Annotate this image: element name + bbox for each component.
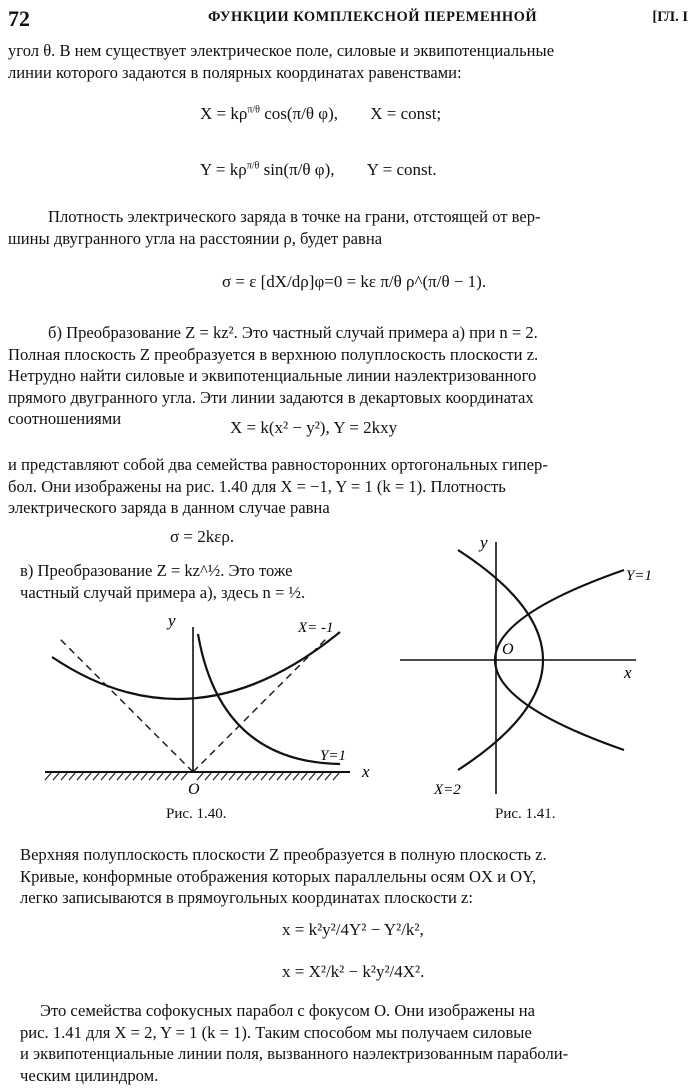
running-header (8, 6, 692, 32)
text-line: угол θ. В нем существует электрическое поле, силовые и эквипотенциальные (8, 41, 555, 60)
figure-1-40-caption: Рис. 1.40. (166, 806, 227, 822)
text-line: электрического заряда в данном случае равна (8, 498, 330, 517)
text-line: б) Преобразование Z = kz². Это частный случай примера а) при n = 2. (48, 323, 538, 342)
figure-1-41-caption: Рис. 1.41. (495, 806, 556, 822)
origin-label: O (502, 641, 514, 658)
figure-1-41 (396, 532, 660, 802)
running-title: ФУНКЦИИ КОМПЛЕКСНОЙ ПЕРЕМЕННОЙ (208, 9, 538, 25)
curve-y-label: Y=1 (626, 568, 652, 584)
text-line: Нетрудно найти силовые и эквипотенциальные линии наэлектризованного (8, 366, 537, 385)
equation-6: x = k²y²/4Y² − Y²/k², (282, 920, 424, 939)
eq2-rhs: Y = const. (366, 160, 437, 179)
equation-4: X = k(x² − y²), Y = 2kxy (230, 418, 398, 437)
text-line: Кривые, конформные отображения которых параллельны осям OX и OY, (20, 866, 537, 886)
text-line: рис. 1.41 для X = 2, Y = 1 (k = 1). Таким способом мы получаем силовые (20, 1022, 532, 1042)
eq2-mid: sin(π/θ φ), (259, 160, 335, 179)
paragraph-6 (20, 844, 692, 909)
text-line: и представляют собой два семейства равносторонних ортогональных гипер- (8, 455, 548, 474)
x-axis-label: x (624, 663, 632, 682)
paragraph-1 (8, 40, 692, 83)
curve-x-label: X=2 (434, 782, 461, 798)
text-line: и эквипотенциальные линии поля, вызванного наэлектризованным параболи- (20, 1044, 569, 1063)
text-line: Верхняя полуплоскость плоскости Z преобразуется в полную плоскость z. (20, 845, 547, 864)
page-number: 72 (8, 6, 30, 31)
text-line: частный случай примера а), здесь n = ½. (20, 582, 306, 602)
text-line: прямого двугранного угла. Эти линии задаются в декартовых координатах (8, 387, 534, 407)
y-axis-label: y (168, 612, 176, 630)
eq1-rhs: X = const; (370, 104, 442, 123)
text-line: ческим цилиндром. (20, 1065, 159, 1085)
paragraph-2 (8, 206, 692, 249)
eq2-lhs: Y = kρ (200, 160, 247, 179)
asymptote-left (58, 637, 193, 772)
eq1-exponent: π/θ (247, 104, 260, 116)
equation-1 (200, 104, 441, 124)
equation-7: x = X²/k² − k²y²/4X². (282, 962, 425, 981)
curve-x-const (52, 632, 340, 699)
curve-y-const (198, 634, 340, 764)
ground-hatching (45, 772, 340, 780)
x-axis-label: x (362, 762, 370, 781)
text-line: шины двугранного угла на расстоянии ρ, будет равна (8, 228, 383, 248)
paragraph-7 (20, 1000, 692, 1086)
text-line: соотношениями (8, 409, 122, 428)
curve-x-label: X= -1 (298, 620, 334, 636)
chapter-marker: [ГЛ. I (652, 9, 688, 25)
eq1-lhs: X = kρ (200, 104, 248, 123)
paragraph-4 (8, 454, 692, 519)
curve-y-label: Y=1 (320, 748, 346, 764)
figure-1-40 (40, 612, 380, 812)
text-line: Это семейства софокусных парабол с фокусом O. Они изображены на (40, 1001, 536, 1020)
text-line: Полная плоскость Z преобразуется в верхнюю полуплоскость плоскости z. (8, 344, 539, 364)
origin-label: O (188, 781, 200, 798)
equation-5: σ = 2kερ. (170, 527, 235, 546)
y-axis-label: y (480, 533, 488, 552)
text-line: линии которого задаются в полярных координатах равенствами: (8, 62, 462, 82)
equation-3: σ = ε [dX/dρ]φ=0 = kε π/θ ρ^(π/θ − 1). (222, 272, 487, 291)
eq2-exponent: π/θ (246, 160, 260, 172)
equation-2 (200, 160, 437, 180)
text-line: легко записываются в прямоугольных координатах плоскости z: (20, 888, 473, 907)
asymptote-right (193, 637, 328, 772)
text-line: Плотность электрического заряда в точке на грани, отстоящей от вер- (48, 207, 541, 226)
paragraph-5 (20, 560, 390, 603)
eq1-mid: cos(π/θ φ), (259, 104, 338, 123)
text-line: бол. Они изображены на рис. 1.40 для X = −1, Y = 1 (k = 1). Плотность (8, 476, 506, 496)
paragraph-3 (8, 322, 692, 430)
text-line: в) Преобразование Z = kz^½. Это тоже (20, 561, 293, 580)
